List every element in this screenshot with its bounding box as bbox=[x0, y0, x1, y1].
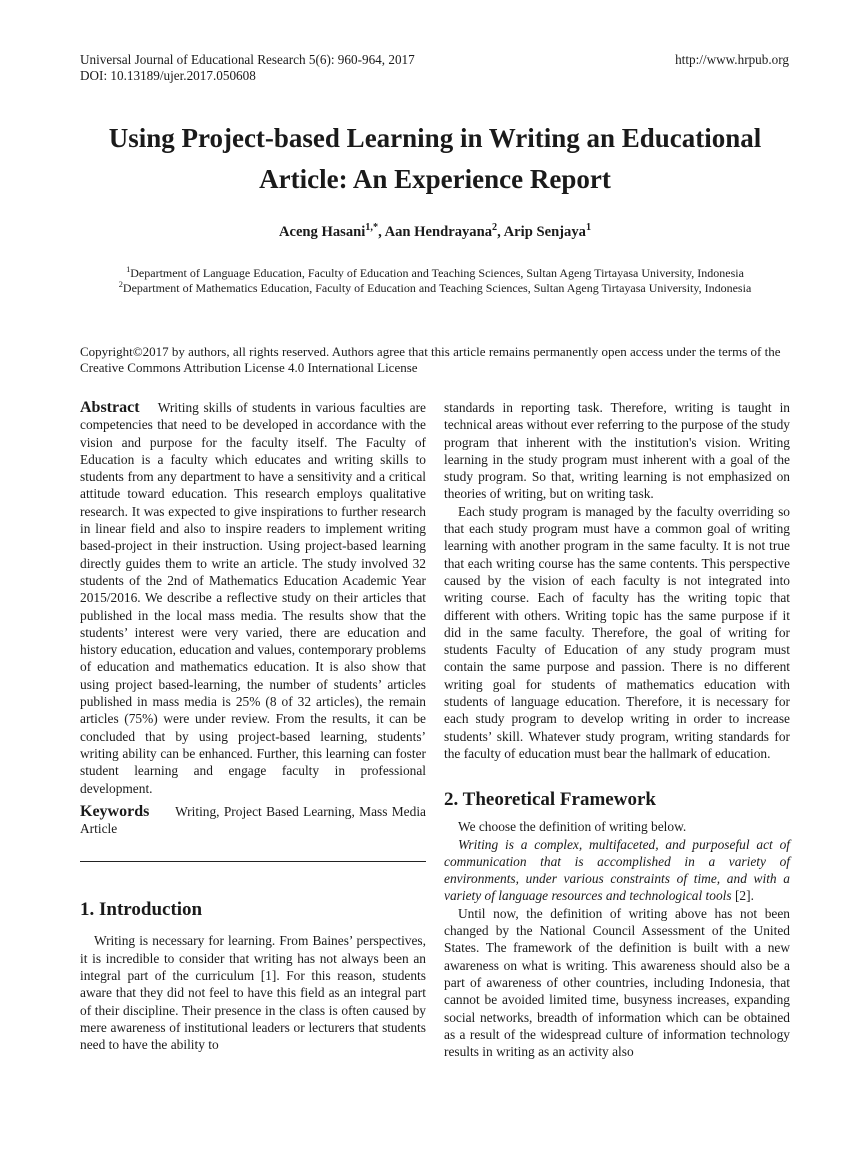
author-affiliation-mark: 2 bbox=[492, 222, 498, 234]
intro-paragraph: Each study program is managed by the faculty overriding so that each study program must have a common goal of writing learning with another program in the same faculty. It is not true that each writing course has the same contents. This perspective caused by the vision of each faculty is not integrated into writing course. Each of faculty has the writing topic that different with others. Writing topic has the same purpose if it did in the same faculty. Therefore, the goal of writing for students Faculty of Education of any study program must contain the same purpose and passion. There is no different writing goal for students of mathematics education with students of language education. Therefore, it is necessary for each study program to develop writing in order to increase students’ skill. Whatever study program, writing standards for the faculty of education must bear the hallmark of education. bbox=[444, 503, 790, 761]
citation-reference: [2]. bbox=[731, 888, 754, 904]
author-affiliation-mark: 1 bbox=[585, 222, 592, 234]
affiliation bbox=[60, 281, 810, 296]
abstract-text: Writing skills of students in various faculties are competencies that need to be developed in accordance with the vision and purpose for the faculty itself. The Faculty of Education is a faculty which educates and writing skills to students from any department to have a sensitivity and a critical attitude toward education. This research employs qualitative research. It was expected to give inspirations to further research in linear field and also to inspire readers to implement writing based-project in their instruction. Using project-based learning directly guides them to write an article. The study involved 32 students of the 2nd of Mathematics Education Academic Year 2015/2016. We describe a reflective study on their articles that published in the local mass media. The results show that the students’ interest were very varied, there are education and history education, education and values, contemporary problems of education and mathematics education. It is also show that using project based-learning, the number of students’ articles published in mass media is 25% (8 of 32 articles), the remain articles (75%) were under review. From the results, it can be concluded that by using project-based learning, students’ writing ability can be enhanced. Further, this learning can foster student learning and engage faculty in professional development. bbox=[80, 400, 426, 796]
right-column bbox=[444, 399, 790, 1060]
paper-title bbox=[60, 118, 810, 200]
abstract bbox=[80, 399, 426, 797]
doi: DOI: 10.13189/ujer.2017.050608 bbox=[80, 68, 256, 83]
affiliation bbox=[60, 266, 810, 281]
author-name: Arip Senjaya bbox=[503, 224, 586, 240]
author-name: Aceng Hasani bbox=[278, 224, 366, 240]
affiliation-text: Department of Language Education, Faculty of Education and Teaching Sciences, Sultan Ageng Tirtayasa University, Indonesia bbox=[130, 266, 744, 280]
quote-text: Writing is a complex, multifaceted, and purposeful act of communication that is accomplished in a variety of environments, under various constraints of time, and with a variety of language resources and technological tools bbox=[444, 836, 790, 904]
journal-citation: Universal Journal of Educational Research 5(6): 960-964, 2017 bbox=[80, 52, 415, 67]
author-separator: , bbox=[378, 224, 385, 240]
author-list bbox=[60, 224, 810, 241]
author-separator: , bbox=[497, 224, 504, 240]
affiliation-text: Department of Mathematics Education, Faculty of Education and Teaching Sciences, Sultan Ageng Tirtayasa University, Indonesia bbox=[122, 281, 752, 295]
author-name: Aan Hendrayana bbox=[384, 224, 493, 240]
left-column bbox=[80, 399, 426, 1054]
theory-paragraph: We choose the definition of writing below. bbox=[458, 819, 687, 835]
section-divider bbox=[80, 861, 426, 862]
title-line-1: Using Project-based Learning in Writing an Educational bbox=[108, 123, 762, 153]
keywords-label: Keywords bbox=[80, 802, 150, 820]
affiliation-mark: 2 bbox=[118, 280, 123, 289]
journal-header bbox=[80, 52, 415, 84]
section-heading-introduction: 1. Introduction bbox=[80, 899, 203, 921]
section-heading-theoretical-framework: 2. Theoretical Framework bbox=[444, 789, 656, 811]
intro-paragraph-continued: standards in reporting task. Therefore, writing is taught in technical areas without ever referring to the purpose of the study program that inherent with the institution's vision. Writing learning in the study program must inherent with a goal of the study program. So that, writing learning is not emphasized on theories of writing, but on writing task. bbox=[444, 400, 790, 502]
keywords bbox=[80, 803, 426, 838]
copyright-notice: Copyright©2017 by authors, all rights reserved. Authors agree that this article remains permanently open access under the terms of the Creative Commons Attribution License 4.0 International License bbox=[80, 344, 781, 375]
keywords-text: Writing, Project Based Learning, Mass Media Article bbox=[80, 803, 426, 837]
abstract-label: Abstract bbox=[80, 399, 140, 416]
theory-paragraph: Until now, the definition of writing above has not been changed by the National Council Assessment of the United States. The framework of the definition is built with a new awareness on what is writing. This awareness should also be a part of awareness of other countries, including Indonesia, that cannot be avoided limited time, busyness increases, expanding social networks, breadth of information which can be obtained as a result of the widespread culture of information technology results in writing as an activity also bbox=[444, 905, 790, 1060]
affiliations bbox=[60, 266, 810, 296]
intro-paragraph: Writing is necessary for learning. From Baines’ perspectives, it is incredible to consider that writing has not always been an integral part of the curriculum [1]. For this reason, students aware that they did not feel to have this field as an integral part of their discipline. Their presence in the class is often caused by mere awareness of institutional leaders or lecturers that students need to have the ability to bbox=[80, 933, 426, 1053]
affiliation-mark: 1 bbox=[126, 265, 131, 274]
journal-url[interactable]: http://www.hrpub.org bbox=[675, 52, 789, 67]
author-affiliation-mark: 1,* bbox=[365, 222, 379, 234]
definition-quote bbox=[444, 836, 790, 905]
title-line-2: Article: An Experience Report bbox=[259, 164, 611, 194]
